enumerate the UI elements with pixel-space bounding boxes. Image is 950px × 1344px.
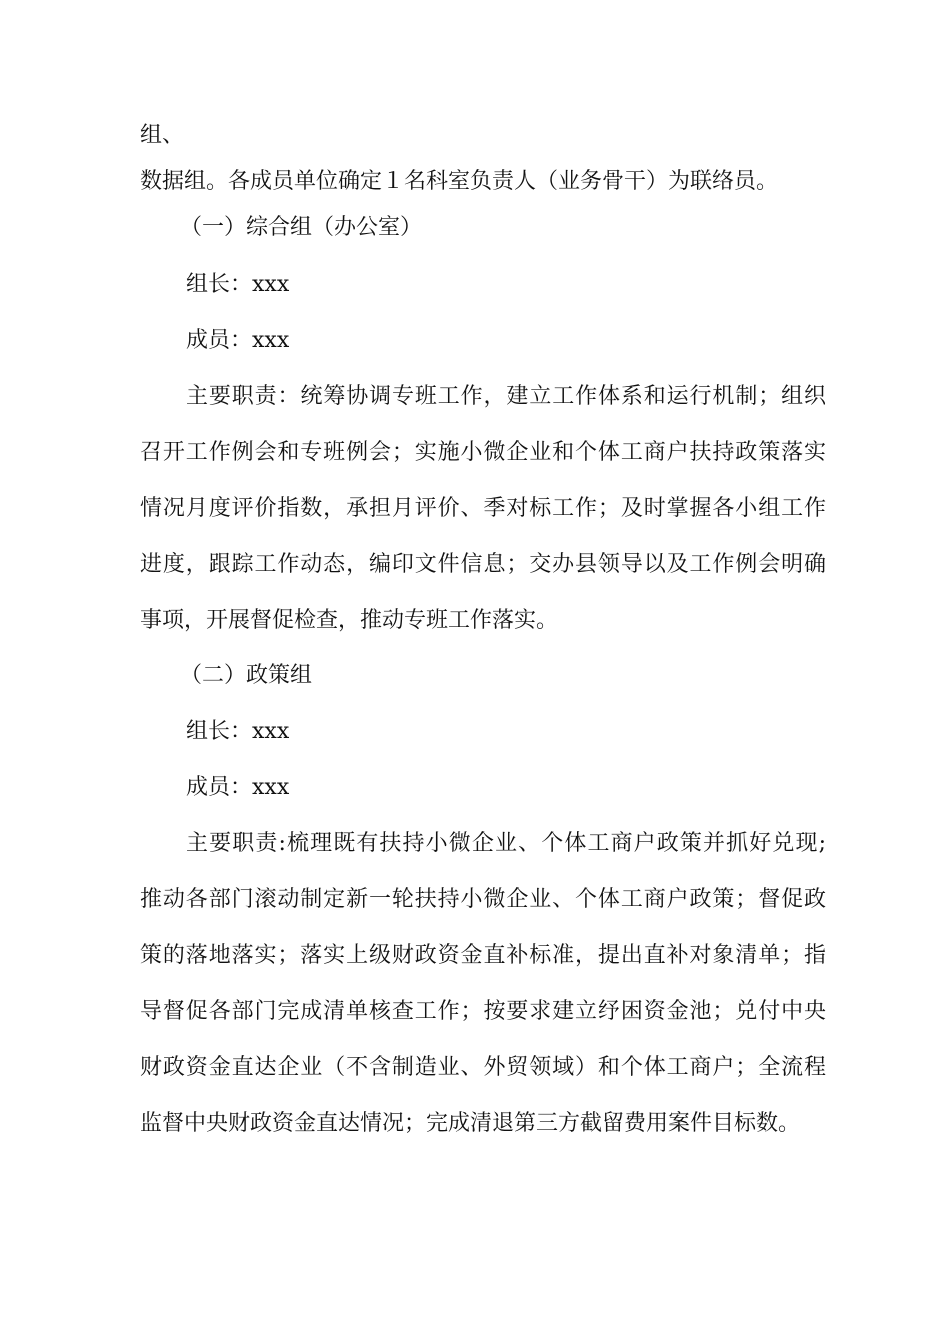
- duties-paragraph-line: 进度，跟踪工作动态，编印文件信息；交办县领导以及工作例会明确: [140, 552, 826, 577]
- duties-paragraph-line: 主要职责：统筹协调专班工作，建立工作体系和运行机制；组织: [186, 384, 826, 409]
- duties-paragraph-line: 主要职责:梳理既有扶持小微企业、个体工商户政策并抓好兑现;: [186, 831, 826, 856]
- group-leader-line: 组长：xxx: [186, 272, 290, 297]
- duties-paragraph-line: 监督中央财政资金直达情况；完成清退第三方截留费用案件目标数。: [140, 1111, 801, 1136]
- text-line-continuation: 组、: [140, 123, 185, 148]
- group-members-line: 成员：xxx: [186, 775, 290, 800]
- section-heading-comprehensive-group: （一）综合组（办公室）: [180, 215, 423, 240]
- duties-paragraph-line: 策的落地落实；落实上级财政资金直补标准，提出直补对象清单；指: [140, 943, 826, 968]
- section-heading-policy-group: （二）政策组: [180, 663, 313, 688]
- group-members-line: 成员：xxx: [186, 328, 290, 353]
- duties-paragraph-line: 事项，开展督促检查，推动专班工作落实。: [140, 608, 559, 633]
- duties-paragraph-line: 召开工作例会和专班例会；实施小微企业和个体工商户扶持政策落实: [140, 440, 826, 465]
- duties-paragraph-line: 财政资金直达企业（不含制造业、外贸领域）和个体工商户；全流程: [140, 1055, 826, 1080]
- duties-paragraph-line: 导督促各部门完成清单核查工作；按要求建立纾困资金池；兑付中央: [140, 999, 826, 1024]
- text-line-liaison: 数据组。各成员单位确定１名科室负责人（业务骨干）为联络员。: [140, 169, 779, 194]
- duties-paragraph-line: 情况月度评价指数，承担月评价、季对标工作；及时掌握各小组工作: [140, 496, 826, 521]
- duties-paragraph-line: 推动各部门滚动制定新一轮扶持小微企业、个体工商户政策；督促政: [140, 887, 826, 912]
- group-leader-line: 组长：xxx: [186, 719, 290, 744]
